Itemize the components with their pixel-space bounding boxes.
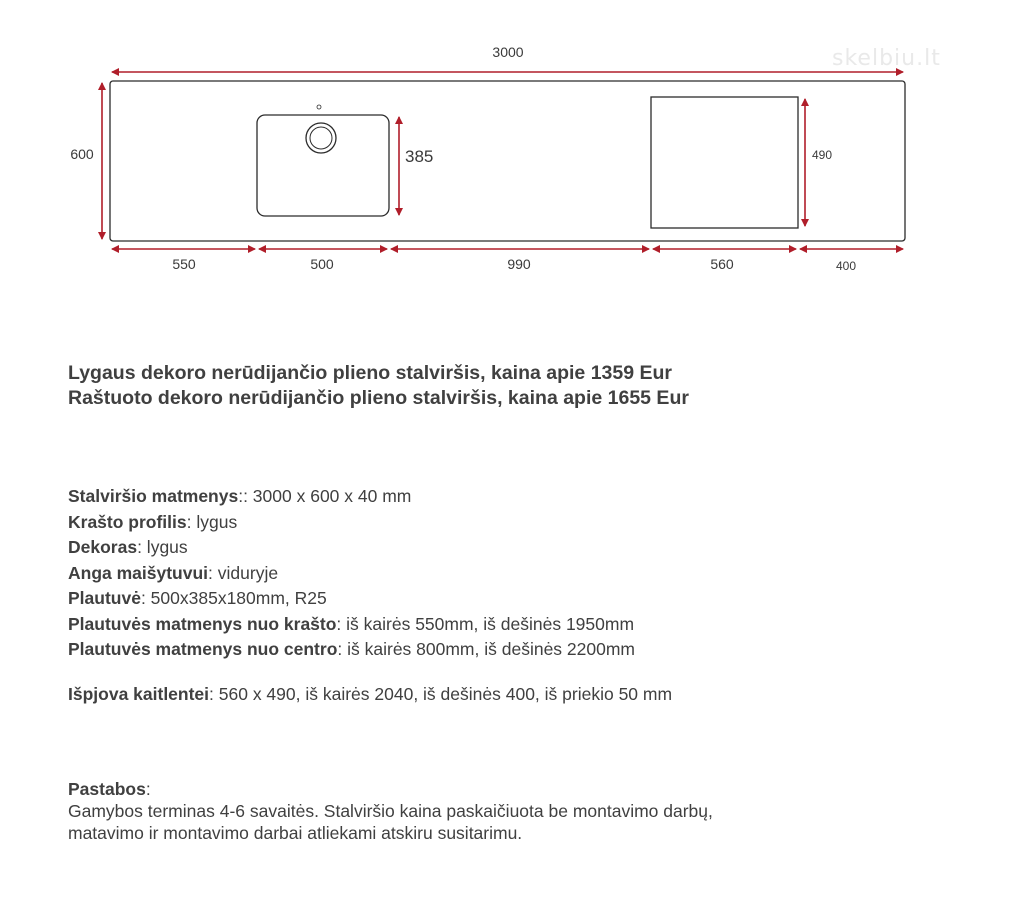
depth-label: 600 xyxy=(70,146,94,162)
countertop-outline xyxy=(110,81,905,241)
spec-value: : lygus xyxy=(137,537,188,557)
countertop-drawing xyxy=(0,0,1014,300)
sink-drain-inner xyxy=(310,127,332,149)
segment-label-5: 400 xyxy=(835,259,857,273)
cutout-label: Išpjova kaitlentei xyxy=(68,684,210,704)
spec-label: Plautuvė xyxy=(68,588,141,608)
spec-row xyxy=(68,484,635,510)
spec-row xyxy=(68,535,635,561)
spec-label: Anga maišytuvui xyxy=(68,562,209,583)
segment-label-2: 500 xyxy=(310,256,334,272)
segment-label-3: 990 xyxy=(507,256,531,272)
spec-row xyxy=(68,586,635,612)
spec-row xyxy=(68,612,635,638)
spec-row xyxy=(68,637,635,663)
title-patterned: Raštuoto dekoro nerūdijančio plieno stalviršis, kaina apie 1655 Eur xyxy=(68,387,689,409)
spec-row xyxy=(68,510,635,536)
faucet-hole xyxy=(317,105,321,109)
cooktop-cutout-spec xyxy=(68,684,672,705)
sink-bowl xyxy=(257,115,389,216)
cooktop-cutout xyxy=(651,97,798,228)
spec-label: Plautuvės matmenys nuo centro xyxy=(68,639,338,659)
spec-value: :: 3000 x 600 x 40 mm xyxy=(238,486,412,506)
cutout-value: : 560 x 490, iš kairės 2040, iš dešinės 400, iš priekio 50 mm xyxy=(209,684,673,704)
notes-line: matavimo ir montavimo darbai atliekami atskiru susitarimu. xyxy=(68,823,523,843)
spec-row xyxy=(68,561,635,587)
segment-label-4: 560 xyxy=(710,256,734,272)
segment-label-1: 550 xyxy=(172,256,196,272)
spec-label: Stalviršio matmenys xyxy=(68,486,239,506)
spec-list xyxy=(68,484,635,663)
notes-heading-colon: : xyxy=(145,779,151,799)
notes-heading: Pastabos xyxy=(68,779,146,799)
spec-value: : iš kairės 550mm, iš dešinės 1950mm xyxy=(336,613,635,634)
price-titles xyxy=(68,361,689,411)
title-smooth: Lygaus dekoro nerūdijančio plieno stalviršis, kaina apie 1359 Eur xyxy=(68,362,672,384)
total-length-label: 3000 xyxy=(492,44,524,60)
notes-line: Gamybos terminas 4-6 savaitės. Stalviršio kaina paskaičiuota be montavimo darbų, xyxy=(68,801,713,821)
spec-label: Plautuvės matmenys nuo krašto xyxy=(68,613,337,634)
cooktop-depth-label: 490 xyxy=(812,148,833,162)
spec-value: : iš kairės 800mm, iš dešinės 2200mm xyxy=(337,639,636,659)
spec-value: : 500x385x180mm, R25 xyxy=(140,588,327,608)
sink-depth-label: 385 xyxy=(405,147,434,166)
spec-label: Dekoras xyxy=(68,537,138,557)
watermark-text: skelbiu.lt xyxy=(832,46,941,71)
spec-value: : viduryje xyxy=(208,562,279,583)
spec-label: Krašto profilis xyxy=(68,511,187,532)
notes-section xyxy=(68,778,713,844)
spec-value: : lygus xyxy=(186,511,238,532)
